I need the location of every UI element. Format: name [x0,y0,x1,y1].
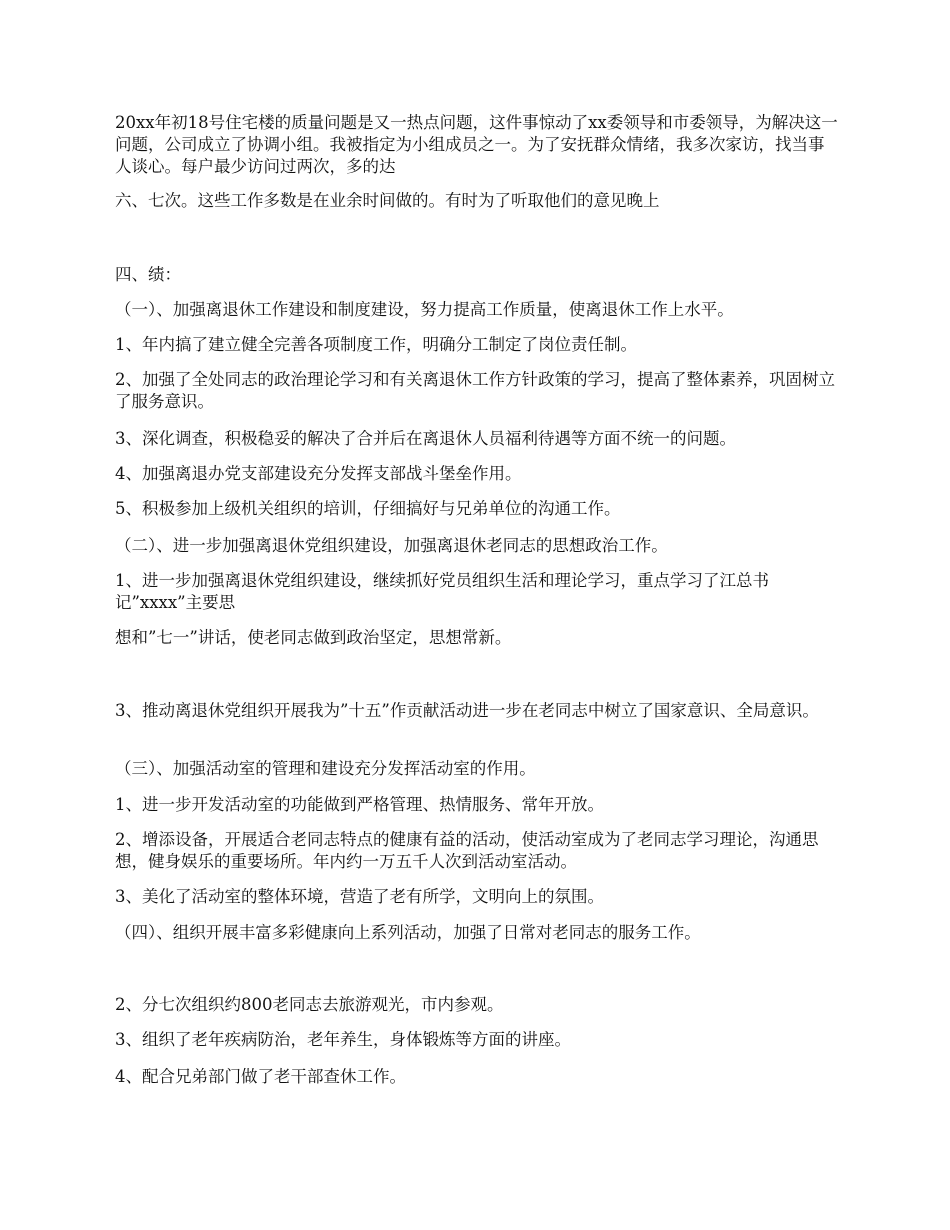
list-item: 2、加强了全处同志的政治理论学习和有关离退休工作方针政策的学习，提高了整体素养，巩固树立了服务意识。 [115,370,835,411]
list-item: 1、进一步开发活动室的功能做到严格管理、热情服务、常年开放。 [115,795,604,814]
list-item: 4、加强离退办党支部建设充分发挥支部战斗堡垒作用。 [115,464,522,483]
section-heading-achievements: 四、绩： [115,265,181,284]
subsection-heading-3: （三）、加强活动室的管理和建设充分发挥活动室的作用。 [115,759,536,778]
paragraph-intro: 20xx年初18号住宅楼的质量问题是又一热点问题，这件事惊动了xx委领导和市委领导，为解决这一问题，公司成立了协调小组。我被指定为小组成员之一。为了安抚群众情绪，我多次家访，找当事人谈心。每户最少访问过两次，多的达 [115,113,838,176]
list-item: 3、推动离退休党组织开展我为”十五”作贡献活动进一步在老同志中树立了国家意识、全局意识。 [115,701,819,720]
list-item-continued: 想和”七一”讲话，使老同志做到政治坚定，思想常新。 [115,628,512,647]
list-item: 4、配合兄弟部门做了老干部查休工作。 [115,1067,406,1086]
list-item: 5、积极参加上级机关组织的培训，仔细搞好与兄弟单位的沟通工作。 [115,499,621,518]
list-item: 2、增添设备，开展适合老同志特点的健康有益的活动，使活动室成为了老同志学习理论，沟通思想，健身娱乐的重要场所。年内约一万五千人次到活动室活动。 [115,830,819,871]
subsection-heading-1: （一）、加强离退休工作建设和制度建设，努力提高工作质量，使离退休工作上水平。 [115,300,734,319]
list-item: 3、美化了活动室的整体环境，营造了老有所学，文明向上的氛围。 [115,887,604,906]
list-item: 1、年内搞了建立健全完善各项制度工作，明确分工制定了岗位责任制。 [115,335,637,354]
list-item: 1、进一步加强离退休党组织建设，继续抓好党员组织生活和理论学习，重点学习了江总书记”xxxx”主要思 [115,571,769,612]
list-item: 2、分七次组织约800老同志去旅游观光，市内参观。 [115,995,504,1014]
list-item: 3、深化调查，积极稳妥的解决了合并后在离退休人员福利待遇等方面不统一的问题。 [115,429,736,448]
subsection-heading-2: （二）、进一步加强离退休党组织建设，加强离退休老同志的思想政治工作。 [115,536,668,555]
list-item: 3、组织了老年疾病防治，老年养生，身体锻炼等方面的讲座。 [115,1030,571,1049]
subsection-heading-4: （四）、组织开展丰富多彩健康向上系列活动，加强了日常对老同志的服务工作。 [115,923,701,942]
paragraph-intro-continued: 六、七次。这些工作多数是在业余时间做的。有时为了听取他们的意见晚上 [115,191,660,210]
